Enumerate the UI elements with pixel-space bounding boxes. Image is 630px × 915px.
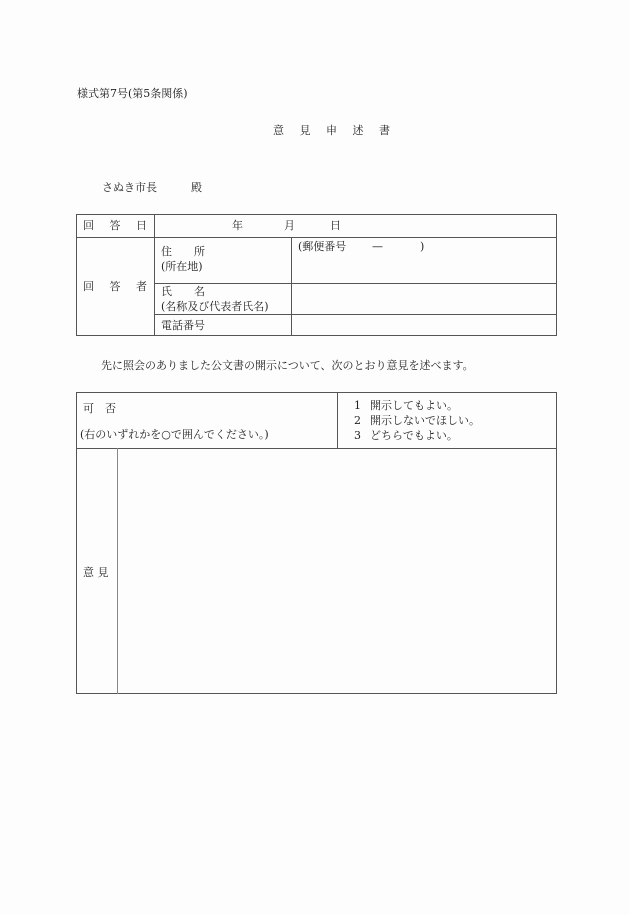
form-id: 様式第7号(第5条関係)	[77, 87, 188, 100]
label-char: 氏	[161, 285, 172, 298]
phone-label: 電話番号	[161, 319, 205, 332]
respondent-label	[83, 279, 147, 294]
address-sublabel: (所在地)	[161, 260, 203, 273]
label-char: 所	[194, 245, 205, 258]
option-1[interactable]	[354, 398, 480, 413]
label-char: 回	[83, 219, 94, 232]
option-number: 2	[354, 414, 361, 427]
month-label: 月	[284, 219, 295, 232]
year-label: 年	[232, 219, 243, 232]
approval-options	[354, 398, 480, 443]
phone-field[interactable]	[292, 315, 556, 335]
postal-dash: —	[372, 240, 383, 253]
label-char: 名	[194, 285, 205, 298]
document-title: 意 見 申 述 書	[273, 124, 396, 137]
addressee-name: さぬき市長	[102, 181, 157, 194]
answer-date-field[interactable]	[158, 218, 554, 235]
address-field[interactable]	[292, 238, 556, 283]
answer-date-label	[83, 218, 147, 233]
name-label	[161, 284, 269, 314]
name-field[interactable]	[292, 284, 556, 314]
option-text: どちらでもよい。	[370, 429, 458, 442]
label-char: 答	[109, 219, 121, 232]
col-divider	[337, 392, 338, 448]
option-number: 1	[354, 399, 361, 412]
approval-instruction: (右のいずれかを○で囲んでください。)	[80, 428, 269, 441]
option-text: 開示してもよい。	[370, 399, 458, 412]
label-char: 住	[161, 245, 172, 258]
option-text: 開示しないでほしい。	[370, 414, 480, 427]
intro-text: 先に照会のありました公文書の開示について、次のとおり意見を述べます。	[101, 359, 474, 372]
label-char: 回	[83, 280, 94, 293]
opinion-label: 意 見	[83, 566, 109, 579]
approval-label: 可 否	[83, 402, 116, 415]
option-3[interactable]	[354, 428, 480, 443]
opinion-field[interactable]	[119, 450, 555, 692]
addressee	[102, 179, 202, 195]
col-divider	[154, 214, 155, 336]
option-number: 3	[354, 429, 361, 442]
label-char: 者	[136, 280, 147, 293]
col-divider	[117, 448, 118, 694]
honorific: 殿	[191, 181, 202, 194]
day-label: 日	[330, 219, 341, 232]
postal-code-label: (郵便番号	[298, 240, 347, 253]
postal-close: )	[420, 240, 425, 253]
option-2[interactable]	[354, 413, 480, 428]
name-sublabel: (名称及び代表者氏名)	[161, 300, 269, 313]
row-divider	[76, 448, 557, 449]
label-char: 日	[136, 219, 147, 232]
label-char: 答	[109, 280, 121, 293]
address-label	[161, 244, 205, 274]
